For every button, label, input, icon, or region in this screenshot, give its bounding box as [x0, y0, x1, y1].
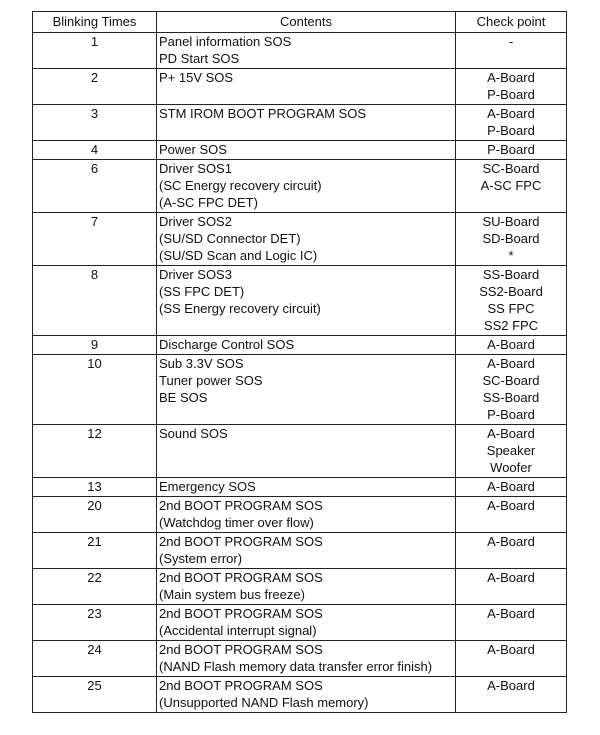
- cell-contents: [157, 213, 456, 266]
- cell-check-point: [456, 478, 567, 497]
- blinking-times-value: 3: [90, 106, 99, 121]
- check-point-line: Woofer: [490, 460, 532, 475]
- check-point-line: SS-Board: [482, 267, 540, 282]
- cell-check-point: [456, 105, 567, 141]
- check-point-line: A-Board: [487, 106, 535, 121]
- cell-contents: [157, 497, 456, 533]
- contents-line: (Watchdog timer over flow): [159, 515, 314, 530]
- header-check-point: Check point: [456, 12, 567, 33]
- cell-blinking-times: [33, 160, 157, 213]
- contents-line: Emergency SOS: [159, 479, 256, 494]
- cell-check-point: [456, 160, 567, 213]
- cell-contents: [157, 478, 456, 497]
- contents-line: Tuner power SOS: [159, 373, 263, 388]
- check-point-line: SS-Board: [482, 390, 540, 405]
- contents-line: Driver SOS2: [159, 214, 232, 229]
- cell-check-point: [456, 605, 567, 641]
- cell-blinking-times: [33, 141, 157, 160]
- cell-check-point: [456, 569, 567, 605]
- check-point-line: SS2-Board: [479, 284, 543, 299]
- contents-line: Driver SOS3: [159, 267, 232, 282]
- table-row: [33, 69, 567, 105]
- cell-contents: [157, 425, 456, 478]
- table-row: [33, 497, 567, 533]
- cell-blinking-times: [33, 425, 157, 478]
- table-row: [33, 478, 567, 497]
- cell-check-point: [456, 213, 567, 266]
- contents-line: BE SOS: [159, 390, 208, 405]
- contents-line: 2nd BOOT PROGRAM SOS: [159, 642, 323, 657]
- cell-blinking-times: [33, 677, 157, 713]
- blinking-times-value: 13: [87, 479, 102, 494]
- contents-line: (A-SC FPC DET): [159, 195, 258, 210]
- contents-line: (SC Energy recovery circuit): [159, 178, 322, 193]
- contents-line: Panel information SOS: [159, 34, 292, 49]
- table-row: [33, 336, 567, 355]
- blinking-times-value: 6: [90, 161, 99, 176]
- table-header-row: [33, 12, 567, 33]
- contents-line: 2nd BOOT PROGRAM SOS: [159, 606, 323, 621]
- check-point-line: P-Board: [487, 407, 535, 422]
- check-point-line: A-Board: [487, 570, 535, 585]
- table-row: [33, 425, 567, 478]
- table-row: [33, 141, 567, 160]
- check-point-line: SD-Board: [482, 231, 540, 246]
- contents-line: (SU/SD Scan and Logic IC): [159, 248, 318, 263]
- check-point-line: *: [508, 248, 514, 263]
- contents-line: (SU/SD Connector DET): [159, 231, 301, 246]
- check-point-line: P-Board: [487, 142, 535, 157]
- contents-line: Sound SOS: [159, 426, 228, 441]
- check-point-line: A-Board: [487, 70, 535, 85]
- check-point-line: A-Board: [487, 606, 535, 621]
- contents-line: Power SOS: [159, 142, 227, 157]
- contents-line: Discharge Control SOS: [159, 337, 295, 352]
- cell-contents: [157, 355, 456, 425]
- table-body: [33, 33, 567, 713]
- header-blinking-times: Blinking Times: [33, 12, 157, 33]
- check-point-line: A-Board: [487, 426, 535, 441]
- cell-check-point: [456, 355, 567, 425]
- blinking-times-value: 4: [90, 142, 99, 157]
- contents-line: (NAND Flash memory data transfer error finish): [159, 659, 433, 674]
- check-point-line: A-Board: [487, 337, 535, 352]
- table-row: [33, 33, 567, 69]
- cell-blinking-times: [33, 497, 157, 533]
- table-row: [33, 641, 567, 677]
- blinking-times-value: 23: [87, 606, 102, 621]
- table-row: [33, 160, 567, 213]
- check-point-line: A-SC FPC: [480, 178, 542, 193]
- check-point-line: SC-Board: [482, 373, 540, 388]
- contents-line: (SS FPC DET): [159, 284, 245, 299]
- cell-blinking-times: [33, 641, 157, 677]
- blinking-times-value: 1: [90, 34, 99, 49]
- cell-check-point: [456, 266, 567, 336]
- contents-line: (SS Energy recovery circuit): [159, 301, 321, 316]
- blinking-times-value: 12: [87, 426, 102, 441]
- cell-contents: [157, 605, 456, 641]
- cell-blinking-times: [33, 533, 157, 569]
- table-row: [33, 105, 567, 141]
- cell-blinking-times: [33, 213, 157, 266]
- cell-blinking-times: [33, 355, 157, 425]
- contents-line: (System error): [159, 551, 243, 566]
- check-point-line: A-Board: [487, 356, 535, 371]
- cell-check-point: [456, 336, 567, 355]
- cell-blinking-times: [33, 605, 157, 641]
- cell-check-point: [456, 641, 567, 677]
- check-point-line: A-Board: [487, 479, 535, 494]
- check-point-line: A-Board: [487, 534, 535, 549]
- contents-line: (Accidental interrupt signal): [159, 623, 317, 638]
- blinking-times-value: 10: [87, 356, 102, 371]
- table-row: [33, 355, 567, 425]
- contents-line: P+ 15V SOS: [159, 70, 234, 85]
- cell-blinking-times: [33, 336, 157, 355]
- blinking-times-value: 7: [90, 214, 99, 229]
- table-row: [33, 533, 567, 569]
- contents-line: Driver SOS1: [159, 161, 232, 176]
- check-point-line: SS2 FPC: [483, 318, 539, 333]
- cell-blinking-times: [33, 266, 157, 336]
- contents-line: 2nd BOOT PROGRAM SOS: [159, 498, 323, 513]
- cell-blinking-times: [33, 478, 157, 497]
- cell-contents: [157, 336, 456, 355]
- contents-line: STM IROM BOOT PROGRAM SOS: [159, 106, 367, 121]
- cell-check-point: [456, 533, 567, 569]
- header-contents: Contents: [157, 12, 456, 33]
- blinking-times-value: 9: [90, 337, 99, 352]
- check-point-line: SU-Board: [482, 214, 540, 229]
- contents-line: 2nd BOOT PROGRAM SOS: [159, 570, 323, 585]
- sos-blinking-table: [32, 11, 567, 713]
- cell-contents: [157, 266, 456, 336]
- blinking-times-value: 24: [87, 642, 102, 657]
- check-point-line: A-Board: [487, 498, 535, 513]
- check-point-line: SS FPC: [487, 301, 535, 316]
- table-row: [33, 677, 567, 713]
- table-row: [33, 213, 567, 266]
- cell-contents: [157, 677, 456, 713]
- table-row: [33, 605, 567, 641]
- blinking-times-value: 20: [87, 498, 102, 513]
- contents-line: Sub 3.3V SOS: [159, 356, 244, 371]
- cell-check-point: [456, 33, 567, 69]
- cell-blinking-times: [33, 105, 157, 141]
- contents-line: 2nd BOOT PROGRAM SOS: [159, 534, 323, 549]
- cell-contents: [157, 69, 456, 105]
- check-point-line: -: [508, 34, 514, 49]
- contents-line: (Unsupported NAND Flash memory): [159, 695, 369, 710]
- cell-check-point: [456, 141, 567, 160]
- contents-line: (Main system bus freeze): [159, 587, 305, 602]
- table-row: [33, 266, 567, 336]
- cell-check-point: [456, 69, 567, 105]
- blinking-times-value: 8: [90, 267, 99, 282]
- cell-blinking-times: [33, 569, 157, 605]
- cell-check-point: [456, 425, 567, 478]
- table-row: [33, 569, 567, 605]
- cell-contents: [157, 141, 456, 160]
- blinking-times-value: 25: [87, 678, 102, 693]
- cell-contents: [157, 33, 456, 69]
- cell-blinking-times: [33, 33, 157, 69]
- check-point-line: P-Board: [487, 123, 535, 138]
- blinking-times-value: 22: [87, 570, 102, 585]
- cell-check-point: [456, 497, 567, 533]
- cell-contents: [157, 105, 456, 141]
- check-point-line: Speaker: [486, 443, 536, 458]
- contents-line: PD Start SOS: [159, 51, 240, 66]
- check-point-line: SC-Board: [482, 161, 540, 176]
- contents-line: 2nd BOOT PROGRAM SOS: [159, 678, 323, 693]
- cell-check-point: [456, 677, 567, 713]
- cell-blinking-times: [33, 69, 157, 105]
- check-point-line: A-Board: [487, 678, 535, 693]
- check-point-line: P-Board: [487, 87, 535, 102]
- blinking-times-value: 21: [87, 534, 102, 549]
- check-point-line: A-Board: [487, 642, 535, 657]
- cell-contents: [157, 569, 456, 605]
- cell-contents: [157, 160, 456, 213]
- blinking-times-value: 2: [90, 70, 99, 85]
- cell-contents: [157, 641, 456, 677]
- cell-contents: [157, 533, 456, 569]
